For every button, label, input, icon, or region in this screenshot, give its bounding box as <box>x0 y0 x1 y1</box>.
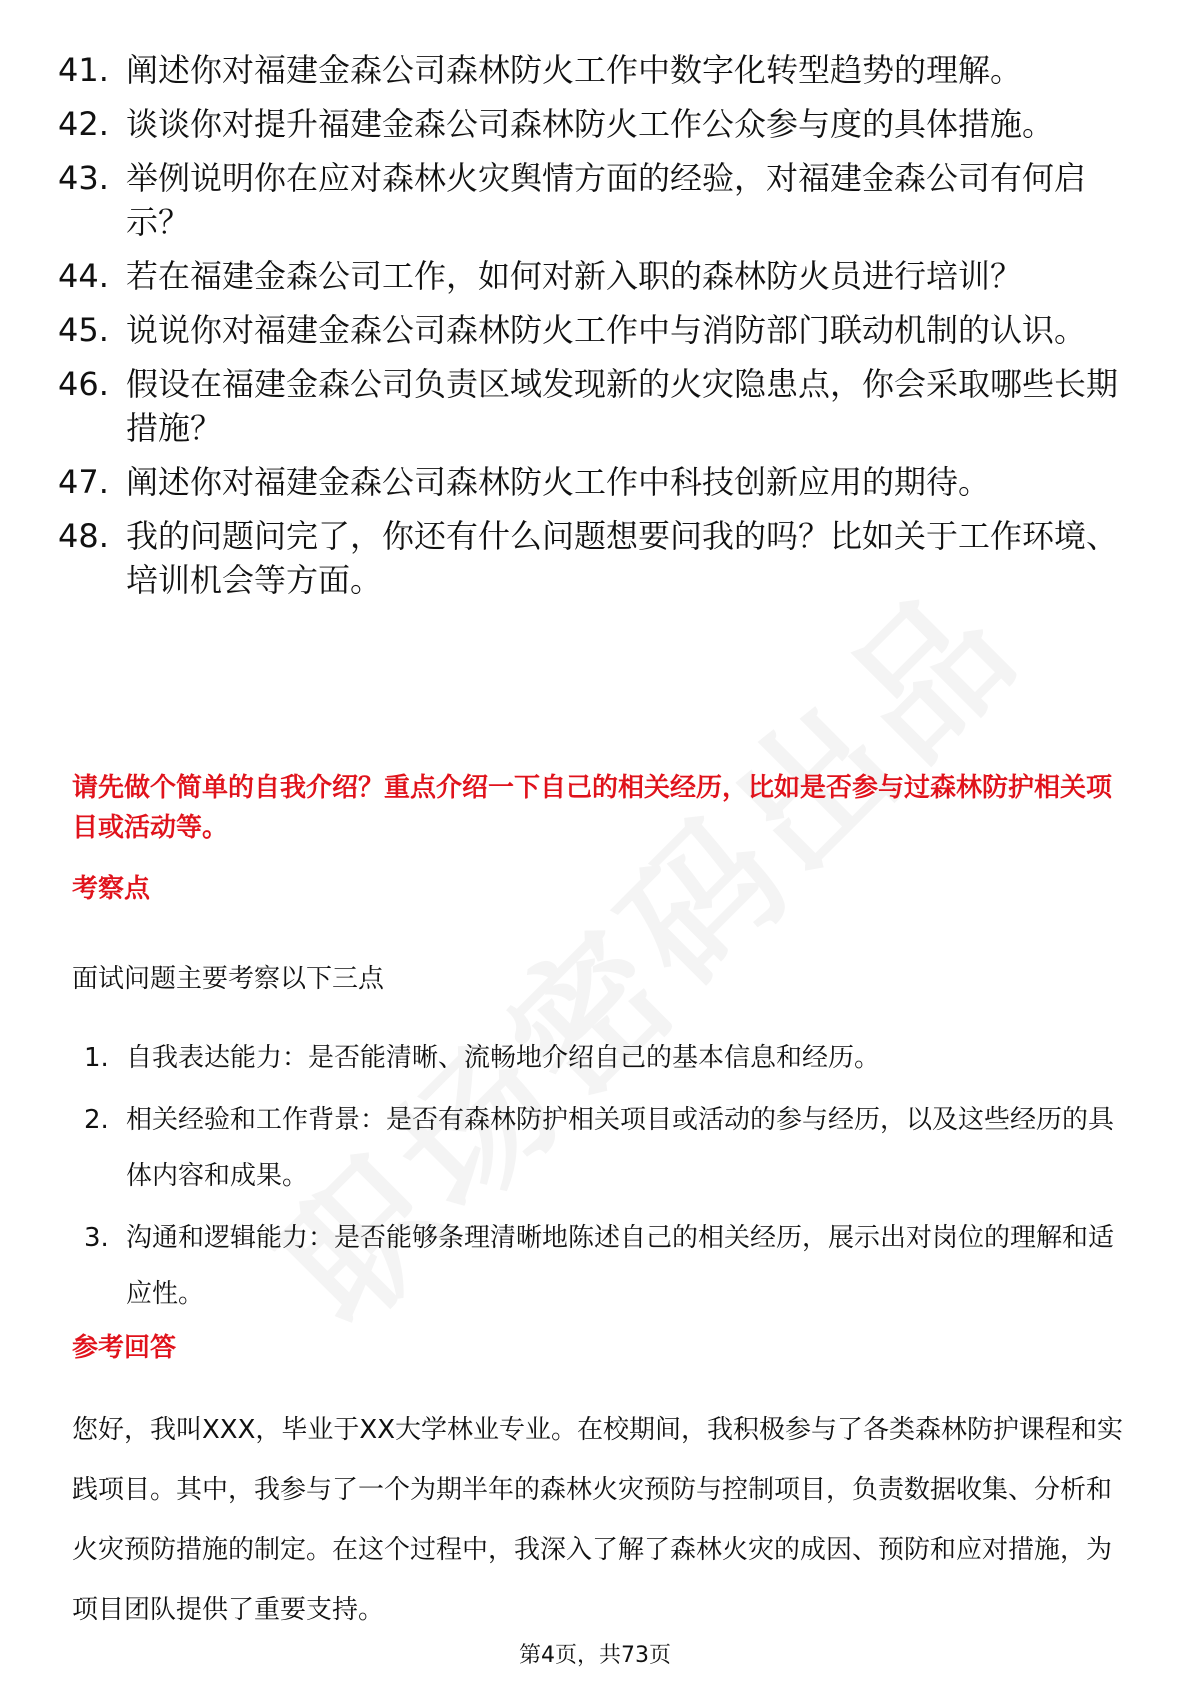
page-footer: 第4页，共73页 <box>519 1643 671 1668</box>
question-text: 阐述你对福建金森公司森林防火工作中数字化转型趋势的理解。 <box>126 51 1023 89</box>
assessment-lead: 面试问题主要考察以下三点 <box>72 964 385 994</box>
question-number: 41. <box>58 51 109 89</box>
question-number: 45. <box>58 311 109 349</box>
intro-question: 请先做个简单的自我介绍？重点介绍一下自己的相关经历，比如是否参与过森林防护相关项目或活动等。 <box>72 773 1113 843</box>
question-text: 阐述你对福建金森公司森林防火工作中科技创新应用的期待。 <box>126 463 991 501</box>
point-text: 沟通和逻辑能力：是否能够条理清晰地陈述自己的相关经历，展示出对岗位的理解和适应性。 <box>126 1223 1115 1309</box>
list-item <box>58 308 1138 352</box>
list-item <box>84 1210 1124 1322</box>
question-text: 若在福建金森公司工作，如何对新入职的森林防火员进行培训？ <box>126 257 1023 295</box>
reference-heading: 参考回答 <box>72 1333 177 1363</box>
assessment-heading: 考察点 <box>72 874 151 904</box>
question-text: 我的问题问完了，你还有什么问题想要问我的吗？比如关于工作环境、培训机会等方面。 <box>126 517 1119 599</box>
question-number: 46. <box>58 365 109 403</box>
point-number: 3. <box>84 1223 109 1253</box>
list-item <box>58 102 1138 146</box>
point-number: 2. <box>84 1105 109 1135</box>
list-item <box>58 460 1138 504</box>
question-number: 43. <box>58 159 109 197</box>
question-number: 42. <box>58 105 109 143</box>
list-item <box>58 48 1138 92</box>
question-text: 谈谈你对提升福建金森公司森林防火工作公众参与度的具体措施。 <box>126 105 1055 143</box>
point-text: 自我表达能力：是否能清晰、流畅地介绍自己的基本信息和经历。 <box>126 1043 881 1073</box>
point-number: 1. <box>84 1043 109 1073</box>
question-text: 假设在福建金森公司负责区域发现新的火灾隐患点，你会采取哪些长期措施？ <box>126 365 1119 447</box>
question-number: 48. <box>58 517 109 555</box>
question-number: 44. <box>58 257 109 295</box>
list-item <box>58 254 1138 298</box>
question-text: 说说你对福建金森公司森林防火工作中与消防部门联动机制的认识。 <box>126 311 1087 349</box>
list-item <box>58 362 1138 450</box>
list-item <box>58 156 1138 244</box>
reference-answer: 您好，我叫XXX，毕业于XX大学林业专业。在校期间，我积极参与了各类森林防护课程和实践项目。其中，我参与了一个为期半年的森林火灾预防与控制项目，负责数据收集、分析和火灾预防措施的制定。在这个过程中，我深入了解了森林火灾的成因、预防和应对措施，为项目团队提供了重要支持。 <box>72 1415 1124 1625</box>
list-item <box>58 514 1138 602</box>
assessment-points <box>84 1030 1124 1328</box>
list-item <box>84 1030 1124 1086</box>
question-number: 47. <box>58 463 109 501</box>
list-item <box>84 1092 1124 1204</box>
question-text: 举例说明你在应对森林火灾舆情方面的经验，对福建金森公司有何启示？ <box>126 159 1087 241</box>
question-list <box>58 48 1138 612</box>
point-text: 相关经验和工作背景：是否有森林防护相关项目或活动的参与经历，以及这些经历的具体内容和成果。 <box>126 1105 1115 1191</box>
